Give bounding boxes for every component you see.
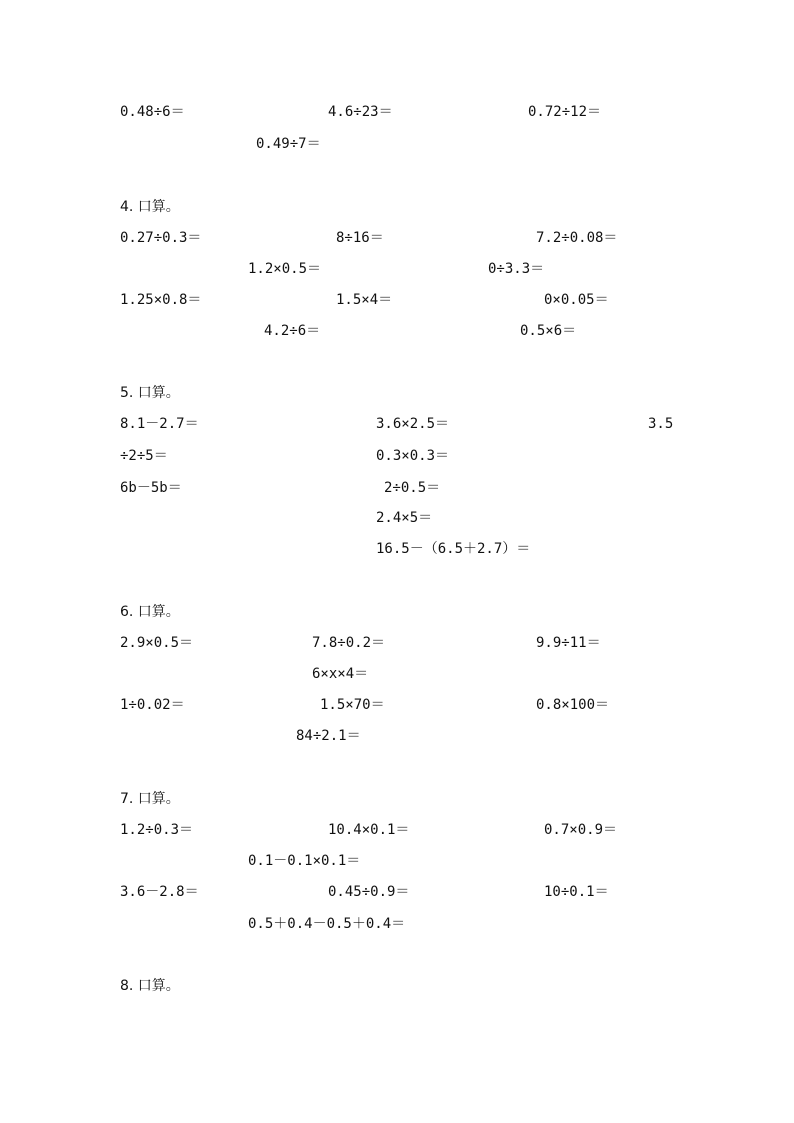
problem: 0.27÷0.3＝ (120, 230, 202, 246)
problem: 2÷0.5＝ (384, 480, 441, 496)
problem: 10÷0.1＝ (544, 884, 609, 900)
section-heading: 6. 口算。 (120, 604, 180, 620)
section-heading: 8. 口算。 (120, 978, 180, 994)
section-heading: 5. 口算。 (120, 385, 180, 401)
problem: 0.3×0.3＝ (376, 448, 450, 464)
problem: 0.45÷0.9＝ (328, 884, 410, 900)
problem: 6b－5b＝ (120, 480, 182, 496)
problem: 4.2÷6＝ (264, 323, 321, 339)
problem: 9.9÷11＝ (536, 635, 601, 651)
problem: 3.5 (648, 416, 674, 432)
problem: 0.8×100＝ (536, 697, 610, 713)
problem: 0.72÷12＝ (528, 104, 602, 120)
problem: 1.5×70＝ (320, 697, 385, 713)
problem: 4.6÷23＝ (328, 104, 393, 120)
section-heading: 7. 口算。 (120, 791, 180, 807)
problem: 1.2×0.5＝ (248, 261, 322, 277)
problem: 0.5×6＝ (520, 323, 577, 339)
problem: 1÷0.02＝ (120, 697, 185, 713)
problem: 1.2÷0.3＝ (120, 822, 194, 838)
problem: 0.1－0.1×0.1＝ (248, 853, 361, 869)
problem: 0×0.05＝ (544, 292, 609, 308)
problem: 8÷16＝ (336, 230, 384, 246)
problem: 0.48÷6＝ (120, 104, 185, 120)
problem: 0.5＋0.4－0.5＋0.4＝ (248, 916, 406, 932)
problem: 0÷3.3＝ (488, 261, 545, 277)
problem: 0.7×0.9＝ (544, 822, 618, 838)
problem: 16.5－（6.5＋2.7）＝ (376, 541, 531, 557)
problem: ÷2÷5＝ (120, 448, 168, 464)
problem: 8.1－2.7＝ (120, 416, 199, 432)
problem: 0.49÷7＝ (256, 136, 321, 152)
problem: 1.25×0.8＝ (120, 292, 202, 308)
section-heading: 4. 口算。 (120, 199, 180, 215)
problem: 6×x×4＝ (312, 666, 369, 682)
problem: 84÷2.1＝ (296, 728, 361, 744)
problem: 10.4×0.1＝ (328, 822, 410, 838)
problem: 7.8÷0.2＝ (312, 635, 386, 651)
problem: 2.4×5＝ (376, 510, 433, 526)
problem: 1.5×4＝ (336, 292, 393, 308)
problem: 3.6×2.5＝ (376, 416, 450, 432)
problem: 7.2÷0.08＝ (536, 230, 618, 246)
problem: 3.6－2.8＝ (120, 884, 199, 900)
problem: 2.9×0.5＝ (120, 635, 194, 651)
